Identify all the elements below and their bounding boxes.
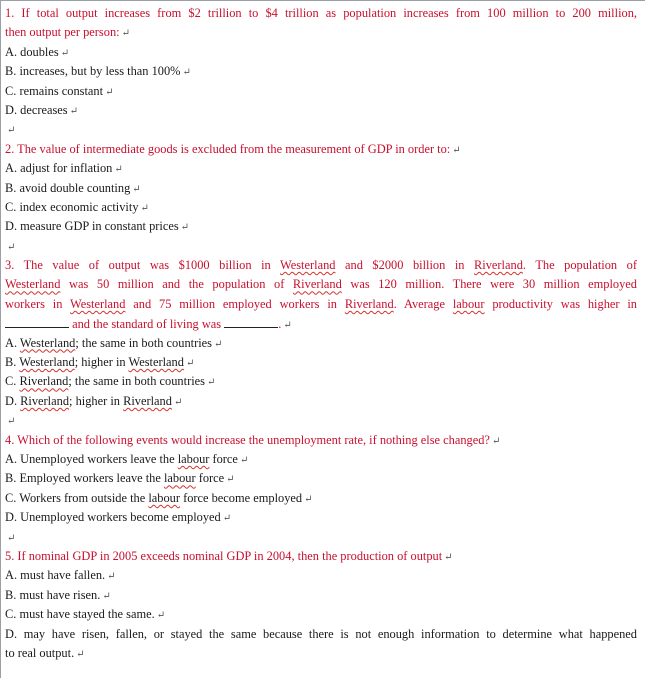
q5-option-d-line-2: to real output. ↵ (5, 645, 85, 660)
page-left-border (0, 0, 1, 678)
q4-option-b: B. Employed workers leave the labour force ↵ (5, 471, 235, 486)
paragraph-mark-icon: ↵ (283, 320, 292, 332)
question-3-line-4: and the standard of living was . ↵ (5, 314, 637, 333)
empty-paragraph (5, 411, 637, 430)
empty-paragraph (5, 120, 637, 139)
q4-option-d: D. Unemployed workers become employed ↵ (5, 510, 232, 525)
q3-option-a: A. Westerland; the same in both countries ↵ (5, 335, 223, 350)
answer-blank-2 (224, 314, 278, 328)
q5-option-b: B. must have risen. ↵ (5, 587, 111, 602)
question-1-line-2: then output per person: ↵ (5, 25, 130, 40)
paragraph-mark-icon: ↵ (114, 164, 123, 176)
paragraph-mark-icon: ↵ (185, 358, 195, 370)
paragraph-mark-icon: ↵ (222, 513, 232, 525)
paragraph-mark-icon: ↵ (226, 474, 235, 486)
document-body[interactable] (5, 0, 637, 663)
paragraph-mark-icon: ↵ (304, 493, 313, 505)
question-3-line-3: workers in Westerland and 75 million employed workers in Riverland. Average labour productivity was higher in (5, 296, 637, 311)
paragraph-mark-icon: ↵ (7, 532, 16, 544)
q2-option-a: A. adjust for inflation ↵ (5, 161, 123, 176)
paragraph-mark-icon: ↵ (121, 28, 130, 40)
q2-option-b: B. avoid double counting ↵ (5, 180, 141, 195)
answer-blank-1 (5, 314, 69, 328)
paragraph-mark-icon: ↵ (7, 416, 16, 428)
question-1-line-1: 1. If total output increases from $2 trillion to $4 trillion as population increases from 100 million to 200 million, (5, 6, 637, 20)
q5-option-c: C. must have stayed the same. ↵ (5, 607, 166, 622)
paragraph-mark-icon: ↵ (7, 125, 16, 137)
question-4: 4. Which of the following events would increase the unemployment rate, if nothing else changed? ↵ (5, 432, 501, 447)
paragraph-mark-icon: ↵ (206, 377, 216, 389)
question-3-line-1: 3. The value of output was $1000 billion in Westerland and $2000 billion in Riverland. The population of (5, 258, 637, 273)
paragraph-mark-icon: ↵ (491, 435, 501, 447)
paragraph-mark-icon: ↵ (156, 610, 166, 622)
paragraph-mark-icon: ↵ (60, 47, 70, 59)
paragraph-mark-icon: ↵ (239, 454, 249, 466)
q4-option-a: A. Unemployed workers leave the labour force ↵ (5, 451, 249, 466)
paragraph-mark-icon: ↵ (444, 551, 453, 563)
paragraph-mark-icon: ↵ (7, 241, 16, 253)
paragraph-mark-icon: ↵ (213, 338, 223, 350)
q3-option-d: D. Riverland; higher in Riverland ↵ (5, 393, 183, 408)
q5-option-a: A. must have fallen. ↵ (5, 568, 116, 583)
q4-option-c: C. Workers from outside the labour force become employed ↵ (5, 490, 313, 505)
paragraph-mark-icon: ↵ (102, 590, 111, 602)
empty-paragraph (5, 528, 637, 547)
q2-option-d: D. measure GDP in constant prices ↵ (5, 219, 190, 234)
q3-option-c: C. Riverland; the same in both countries ↵ (5, 374, 216, 389)
question-3-line-2: Westerland was 50 million and the population of Riverland was 120 million. There were 30 million employed (5, 277, 638, 292)
paragraph-mark-icon: ↵ (132, 183, 141, 195)
empty-paragraph (5, 237, 637, 256)
paragraph-mark-icon: ↵ (180, 222, 190, 234)
q1-option-b: B. increases, but by less than 100% ↵ (5, 64, 191, 79)
paragraph-mark-icon: ↵ (173, 396, 183, 408)
paragraph-mark-icon: ↵ (69, 105, 78, 117)
question-5: 5. If nominal GDP in 2005 exceeds nominal GDP in 2004, then the production of output ↵ (5, 548, 453, 563)
q1-option-c: C. remains constant ↵ (5, 83, 114, 98)
paragraph-mark-icon: ↵ (140, 202, 149, 214)
question-2: 2. The value of intermediate goods is excluded from the measurement of GDP in order to: ↵ (5, 141, 461, 156)
q1-option-d: D. decreases ↵ (5, 102, 78, 117)
paragraph-mark-icon: ↵ (76, 648, 85, 660)
q1-option-a: A. doubles ↵ (5, 44, 70, 59)
paragraph-mark-icon: ↵ (107, 571, 116, 583)
paragraph-mark-icon: ↵ (452, 144, 461, 156)
paragraph-mark-icon: ↵ (182, 67, 191, 79)
paragraph-mark-icon: ↵ (105, 86, 114, 98)
q3-option-b: B. Westerland; higher in Westerland ↵ (5, 355, 195, 370)
q5-option-d-line-1: D. may have risen, fallen, or stayed the same because there is not enough information to determine what happened (5, 626, 637, 641)
q2-option-c: C. index economic activity ↵ (5, 199, 149, 214)
